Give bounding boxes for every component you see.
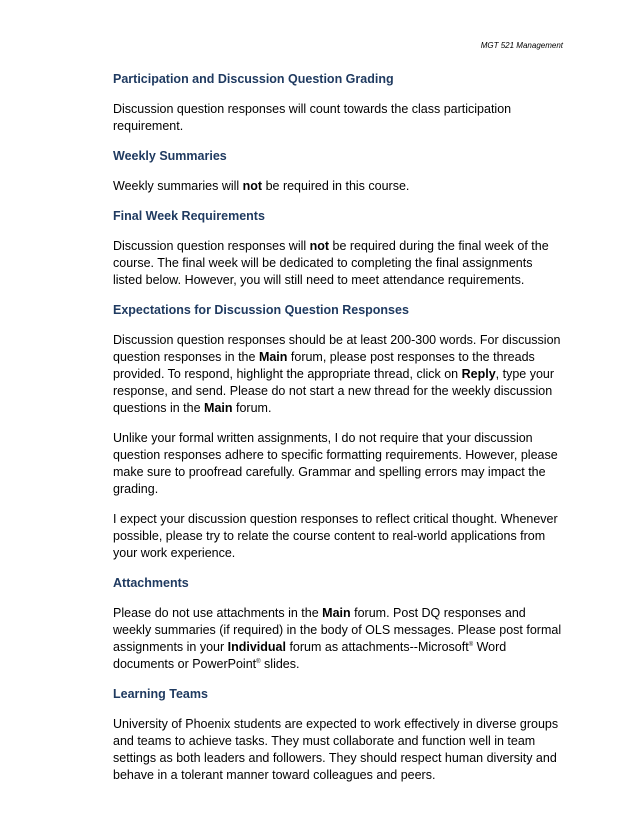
text-run: forum. <box>232 401 272 415</box>
text-run: Please do not use attachments in the <box>113 606 323 620</box>
paragraph-weekly-summaries <box>113 178 565 195</box>
paragraph-participation: Discussion question responses will count towards the class participation requirement. <box>113 102 512 133</box>
emphasis-reply: Reply <box>461 367 496 381</box>
heading-weekly-summaries: Weekly Summaries <box>113 149 227 163</box>
paragraph-final-week <box>113 238 565 289</box>
text-run: Word documents or PowerPoint <box>113 640 507 671</box>
heading-participation: Participation and Discussion Question Grading <box>113 72 394 86</box>
emphasis-main: Main <box>258 350 288 364</box>
emphasis-main: Main <box>322 606 351 620</box>
emphasis-main: Main <box>204 401 233 415</box>
text-run: Discussion question responses will <box>113 239 310 253</box>
text-run: forum, please post responses to the threads provided. To respond, highlight the appropriate thread, click on <box>113 350 535 381</box>
paragraph-expectations-2: Unlike your formal written assignments, I do not require that your discussion question responses adhere to specific formatting requirements. However, please make sure to proofread carefully. Grammar and spelling errors may impact the grading. <box>113 431 558 496</box>
heading-attachments: Attachments <box>113 576 189 590</box>
running-header: MGT 521 Management <box>480 41 563 50</box>
text-run: slides. <box>260 657 300 671</box>
paragraph-expectations-3: I expect your discussion question responses to reflect critical thought. Whenever possible, please try to relate the course content to real-world applications from your work experience. <box>113 512 558 560</box>
text-run: forum as attachments--Microsoft <box>285 640 469 654</box>
text-run: be required during the final week of the course. The final week will be dedicated to completing the final assignments listed below. However, you will still need to meet attendance requirements. <box>113 239 549 287</box>
emphasis-not: not <box>242 179 263 193</box>
text-run: be required in this course. <box>262 179 410 193</box>
emphasis-individual: Individual <box>227 640 286 654</box>
emphasis-not: not <box>309 239 330 253</box>
heading-final-week: Final Week Requirements <box>113 209 265 223</box>
text-run: Weekly summaries will <box>113 179 243 193</box>
text-run: forum. Post DQ responses and weekly summaries (if required) in the body of OLS messages. Please post formal assignments in your <box>113 606 562 654</box>
registered-mark: ® <box>468 641 474 648</box>
paragraph-attachments <box>113 605 565 673</box>
heading-learning-teams: Learning Teams <box>113 687 208 701</box>
paragraph-expectations-1 <box>113 332 565 417</box>
heading-expectations: Expectations for Discussion Question Responses <box>113 303 409 317</box>
registered-mark: ® <box>256 658 261 665</box>
text-run: Discussion question responses should be at least 200-300 words. For discussion question responses in the <box>113 333 561 364</box>
document-body <box>113 70 565 797</box>
text-run: , type your response, and send. Please do not start a new thread for the weekly discussion questions in the <box>113 367 555 415</box>
paragraph-learning-teams: University of Phoenix students are expected to work effectively in diverse groups and teams to achieve tasks. They must collaborate and function well in team settings as both leaders and followers. They should respect human diversity and behave in a tolerant manner toward colleagues and peers. <box>113 717 559 782</box>
